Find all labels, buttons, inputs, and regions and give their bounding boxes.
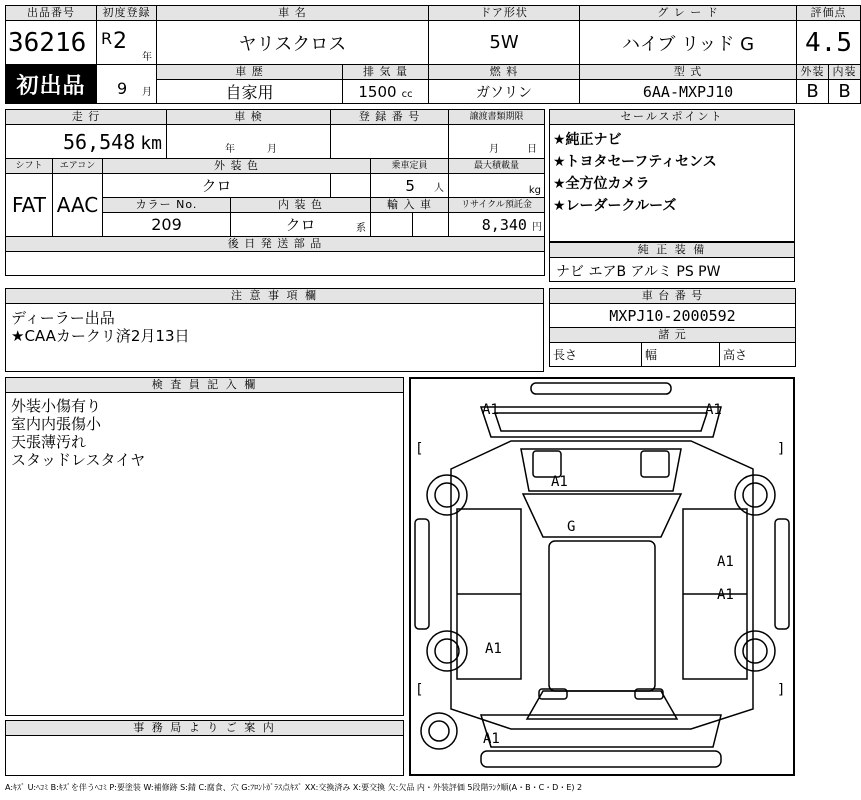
interior-unit: 系: [356, 223, 367, 234]
shift: FAT: [6, 174, 53, 237]
inspection-label: 車 検: [167, 110, 331, 125]
car-name: ヤリスクロス: [157, 21, 429, 65]
equipment-title: 純 正 装 備: [550, 243, 794, 258]
wheel-rear-right: [735, 631, 775, 671]
inspector-box: [5, 377, 404, 716]
color-no-label: カラー No.: [103, 198, 231, 213]
car-name-label: 車 名: [157, 6, 429, 21]
import-cell-a: [371, 213, 413, 237]
inspection-cell: [167, 125, 331, 159]
damage-mark-front-right: A1: [705, 402, 722, 418]
first-registration: [97, 21, 157, 65]
car-outline-svg: [411, 379, 793, 774]
sales-points-list: [553, 129, 717, 217]
inspector-line: 外装小傷有り: [11, 397, 102, 415]
inspect-month-unit: 月: [267, 144, 278, 155]
mileage-label: 走 行: [6, 110, 167, 125]
inspector-title: 検 査 員 記 入 欄: [6, 378, 403, 393]
left-side-panel: [415, 519, 429, 629]
transfer-month-unit: 月: [489, 144, 500, 155]
era-letter: R: [101, 29, 113, 48]
transfer-day-unit: 日: [527, 144, 538, 155]
first-listing-badge: 初出品: [6, 65, 97, 104]
windshield-outline: [523, 494, 681, 537]
notes-lines: [11, 309, 190, 345]
sales-point: ★全方位カメラ: [553, 176, 650, 192]
bracket-open-bottom: [: [415, 682, 424, 698]
reg-month: 9: [117, 79, 128, 98]
load-unit: kg: [528, 185, 542, 196]
model-label: 型 式: [580, 65, 797, 80]
damage-mark-front-left: A1: [482, 402, 499, 418]
legend: A:ｷｽﾞ U:ﾍｺﾐ B:ｷｽﾞを伴うﾍｺﾐ P:要塗装 W:補修跡 S:錆 C:腐食、穴 G:ﾌﾛﾝﾄｶﾞﾗｽ点ｷｽﾞ XX:交換済み X:要交換 欠:欠品 内・外装評価 5段階ﾗﾝｸ順(A・B・C・D・E) 2: [5, 783, 583, 792]
bracket-close-bottom: ]: [777, 682, 786, 698]
rear-bumper-outline: [481, 751, 721, 767]
year-unit: 年: [142, 52, 152, 63]
displacement-cell: [343, 80, 429, 104]
equipment-box: [549, 242, 795, 282]
dim-height-label: 高さ: [720, 343, 796, 367]
import-label: 輸 入 車: [371, 198, 449, 213]
sales-point: ★トヨタセーフティセンス: [553, 154, 717, 170]
interior-color-label: 内 装 色: [231, 198, 371, 213]
sales-point: ★レーダークルーズ: [553, 198, 677, 214]
interior-color: クロ: [285, 216, 316, 234]
recycle-cell: [449, 213, 545, 237]
wheel-front-left: [427, 475, 467, 515]
front-panel-outline: [481, 407, 721, 437]
grade: ハイブ リッド G: [580, 21, 797, 65]
rear-panel-outline: [481, 715, 721, 747]
office-box: [5, 720, 404, 776]
body-outline: [451, 441, 753, 729]
fuel-label: 燃 料: [429, 65, 580, 80]
ext-color-label: 外 装 色: [103, 159, 371, 174]
recycle-fee: 8,340: [481, 216, 527, 234]
seats-unit: 人: [434, 183, 445, 194]
lot-number-label: 出品番号: [6, 6, 97, 21]
right-side-panel: [775, 519, 789, 629]
inspect-year-unit: 年: [225, 144, 236, 155]
score: 4.5: [797, 21, 861, 65]
wheel-rear-left-inner: [435, 639, 459, 663]
damage-mark-right-front-door: A1: [717, 554, 734, 570]
cc-unit: cc: [401, 89, 413, 100]
front-panel-inner: [495, 413, 707, 431]
transfer-cell: [449, 125, 545, 159]
spare-tire: [421, 713, 457, 749]
listing-header-table: [5, 5, 861, 104]
wheel-front-right-inner: [743, 483, 767, 507]
seats-label: 乗車定員: [371, 159, 449, 174]
score-label: 評価点: [797, 6, 861, 21]
dimensions-title: 諸 元: [550, 328, 796, 343]
sales-points-title: セールスポイント: [550, 110, 794, 125]
dim-width-label: 幅: [642, 343, 720, 367]
chassis-number: MXPJ10-2000592: [550, 304, 796, 328]
reg-month-cell: [97, 65, 157, 104]
door-type: 5W: [429, 21, 580, 65]
month-unit: 月: [142, 87, 152, 98]
spec-table: [5, 109, 545, 276]
cc-label: 排 気 量: [343, 65, 429, 80]
front-bumper-outline: [531, 383, 671, 394]
damage-mark-left-rear: A1: [485, 641, 502, 657]
equipment-items: ナビ エアB アルミ PS PW: [556, 264, 721, 280]
dim-length-label: 長さ: [550, 343, 642, 367]
spare-tire-inner: [429, 721, 449, 741]
inspector-line: スタッドレスタイヤ: [11, 451, 146, 469]
ac-label: エアコン: [53, 159, 103, 174]
headlight-right: [641, 451, 669, 477]
ext-grade: B: [797, 80, 829, 104]
transfer-label: 譲渡書類期限: [449, 110, 545, 125]
grade-label: グ レ ー ド: [580, 6, 797, 21]
note-line: ディーラー出品: [11, 309, 115, 327]
hood-outline: [521, 449, 681, 491]
lot-number: 36216: [6, 21, 97, 65]
int-grade: B: [829, 80, 861, 104]
mileage-unit: km: [140, 132, 163, 154]
max-load-cell: [449, 174, 545, 198]
inspector-line: 室内内張傷小: [11, 415, 102, 433]
ext-color-blank: [331, 174, 371, 198]
recycle-label: リサイクル預託金: [449, 198, 545, 213]
sales-points-box: [549, 109, 795, 242]
plate-number: [331, 125, 449, 159]
damage-mark-rear: A1: [483, 731, 500, 747]
recycle-unit: 円: [532, 222, 543, 233]
later-parts-label: 後 日 発 送 部 品: [6, 237, 545, 252]
roof-outline: [549, 541, 655, 691]
chassis-table: [549, 288, 796, 367]
later-parts: [6, 252, 545, 276]
damage-mark-right-rear-door: A1: [717, 587, 734, 603]
fuel-type: ガソリン: [429, 80, 580, 104]
car-history: 自家用: [157, 80, 343, 104]
seats-cell: [371, 174, 449, 198]
int-grade-label: 内装: [829, 65, 861, 80]
notes-title: 注 意 事 項 欄: [6, 289, 543, 304]
chassis-title: 車 台 番 号: [550, 289, 796, 304]
inspector-lines: [11, 397, 145, 469]
damage-mark-hood: A1: [551, 474, 568, 490]
office-title: 事 務 局 よ り ご 案 内: [6, 721, 403, 736]
shift-label: シフト: [6, 159, 53, 174]
seats: 5: [405, 177, 415, 195]
mileage-cell: [6, 125, 167, 159]
ext-grade-label: 外装: [797, 65, 829, 80]
history-label: 車 歴: [157, 65, 343, 80]
plate-label: 登 録 番 号: [331, 110, 449, 125]
color-number: 209: [103, 213, 231, 237]
model-code: 6AA-MXPJ10: [580, 80, 797, 104]
note-line: ★CAAカークリ済2月13日: [11, 327, 190, 345]
max-load-label: 最大積載量: [449, 159, 545, 174]
right-doors: [683, 509, 747, 679]
inspector-line: 天張薄汚れ: [11, 433, 87, 451]
notes-box: [5, 288, 544, 372]
wheel-rear-left: [427, 631, 467, 671]
damage-mark-windshield: G: [567, 519, 576, 535]
wheel-front-left-inner: [435, 483, 459, 507]
first-reg-label: 初度登録: [97, 6, 157, 21]
reg-year: 2: [113, 29, 127, 54]
door-label: ドア形状: [429, 6, 580, 21]
import-cell-b: [413, 213, 449, 237]
sales-point: ★純正ナビ: [553, 132, 622, 148]
mileage: 56,548: [62, 129, 136, 154]
interior-color-cell: [231, 213, 371, 237]
displacement: 1500: [358, 83, 397, 101]
aircon: AAC: [53, 174, 103, 237]
wheel-front-right: [735, 475, 775, 515]
bracket-close-top: ]: [777, 441, 786, 457]
damage-diagram: [409, 377, 795, 776]
bracket-open-top: [: [415, 441, 424, 457]
ext-color: クロ: [103, 174, 331, 198]
